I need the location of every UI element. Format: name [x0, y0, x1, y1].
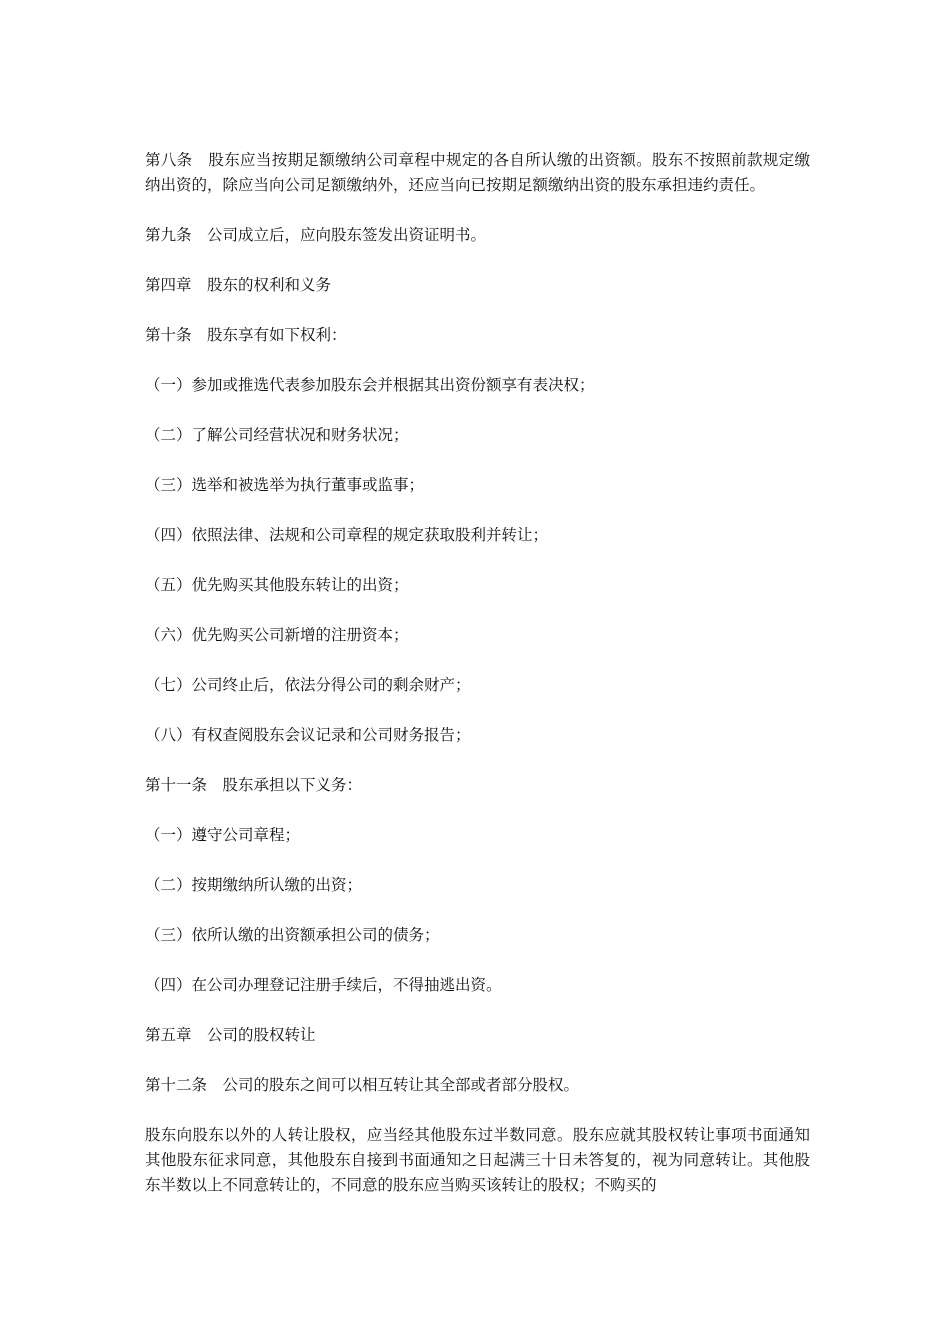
article-9-paragraph: 第九条 公司成立后，应向股东签发出资证明书。 [145, 226, 487, 244]
document-page [145, 148, 810, 1198]
obligation-item-1: （一）遵守公司章程； [145, 826, 301, 844]
right-item-6: （六）优先购买公司新增的注册资本； [145, 626, 409, 644]
right-item-3: （三）选举和被选举为执行董事或监事； [145, 476, 425, 494]
chapter-4-heading: 第四章 股东的权利和义务 [145, 276, 332, 294]
article-12-paragraph: 第十二条 公司的股东之间可以相互转让其全部或者部分股权。 [145, 1076, 580, 1094]
right-item-5: （五）优先购买其他股东转让的出资； [145, 576, 409, 594]
right-item-8: （八）有权查阅股东会议记录和公司财务报告； [145, 726, 471, 744]
obligation-item-3: （三）依所认缴的出资额承担公司的债务； [145, 926, 440, 944]
share-transfer-paragraph: 股东向股东以外的人转让股权，应当经其他股东过半数同意。股东应就其股权转让事项书面通知其他股东征求同意，其他股东自接到书面通知之日起满三十日未答复的，视为同意转让。其他股东半数以上不同意转让的，不同意的股东应当购买该转让的股权；不购买的 [145, 1126, 810, 1194]
article-8-paragraph: 第八条 股东应当按期足额缴纳公司章程中规定的各自所认缴的出资额。股东不按照前款规定缴纳出资的，除应当向公司足额缴纳外，还应当向已按期足额缴纳出资的股东承担违约责任。 [145, 151, 810, 194]
obligation-item-2: （二）按期缴纳所认缴的出资； [145, 876, 363, 894]
right-item-1: （一）参加或推选代表参加股东会并根据其出资份额享有表决权； [145, 376, 595, 394]
article-10-paragraph: 第十条 股东享有如下权利： [145, 326, 347, 344]
right-item-7: （七）公司终止后，依法分得公司的剩余财产； [145, 676, 471, 694]
right-item-4: （四）依照法律、法规和公司章程的规定获取股利并转让； [145, 526, 549, 544]
obligation-item-4: （四）在公司办理登记注册手续后，不得抽逃出资。 [145, 976, 502, 994]
article-11-paragraph: 第十一条 股东承担以下义务： [145, 776, 363, 794]
right-item-2: （二）了解公司经营状况和财务状况； [145, 426, 409, 444]
chapter-5-heading: 第五章 公司的股权转让 [145, 1026, 316, 1044]
